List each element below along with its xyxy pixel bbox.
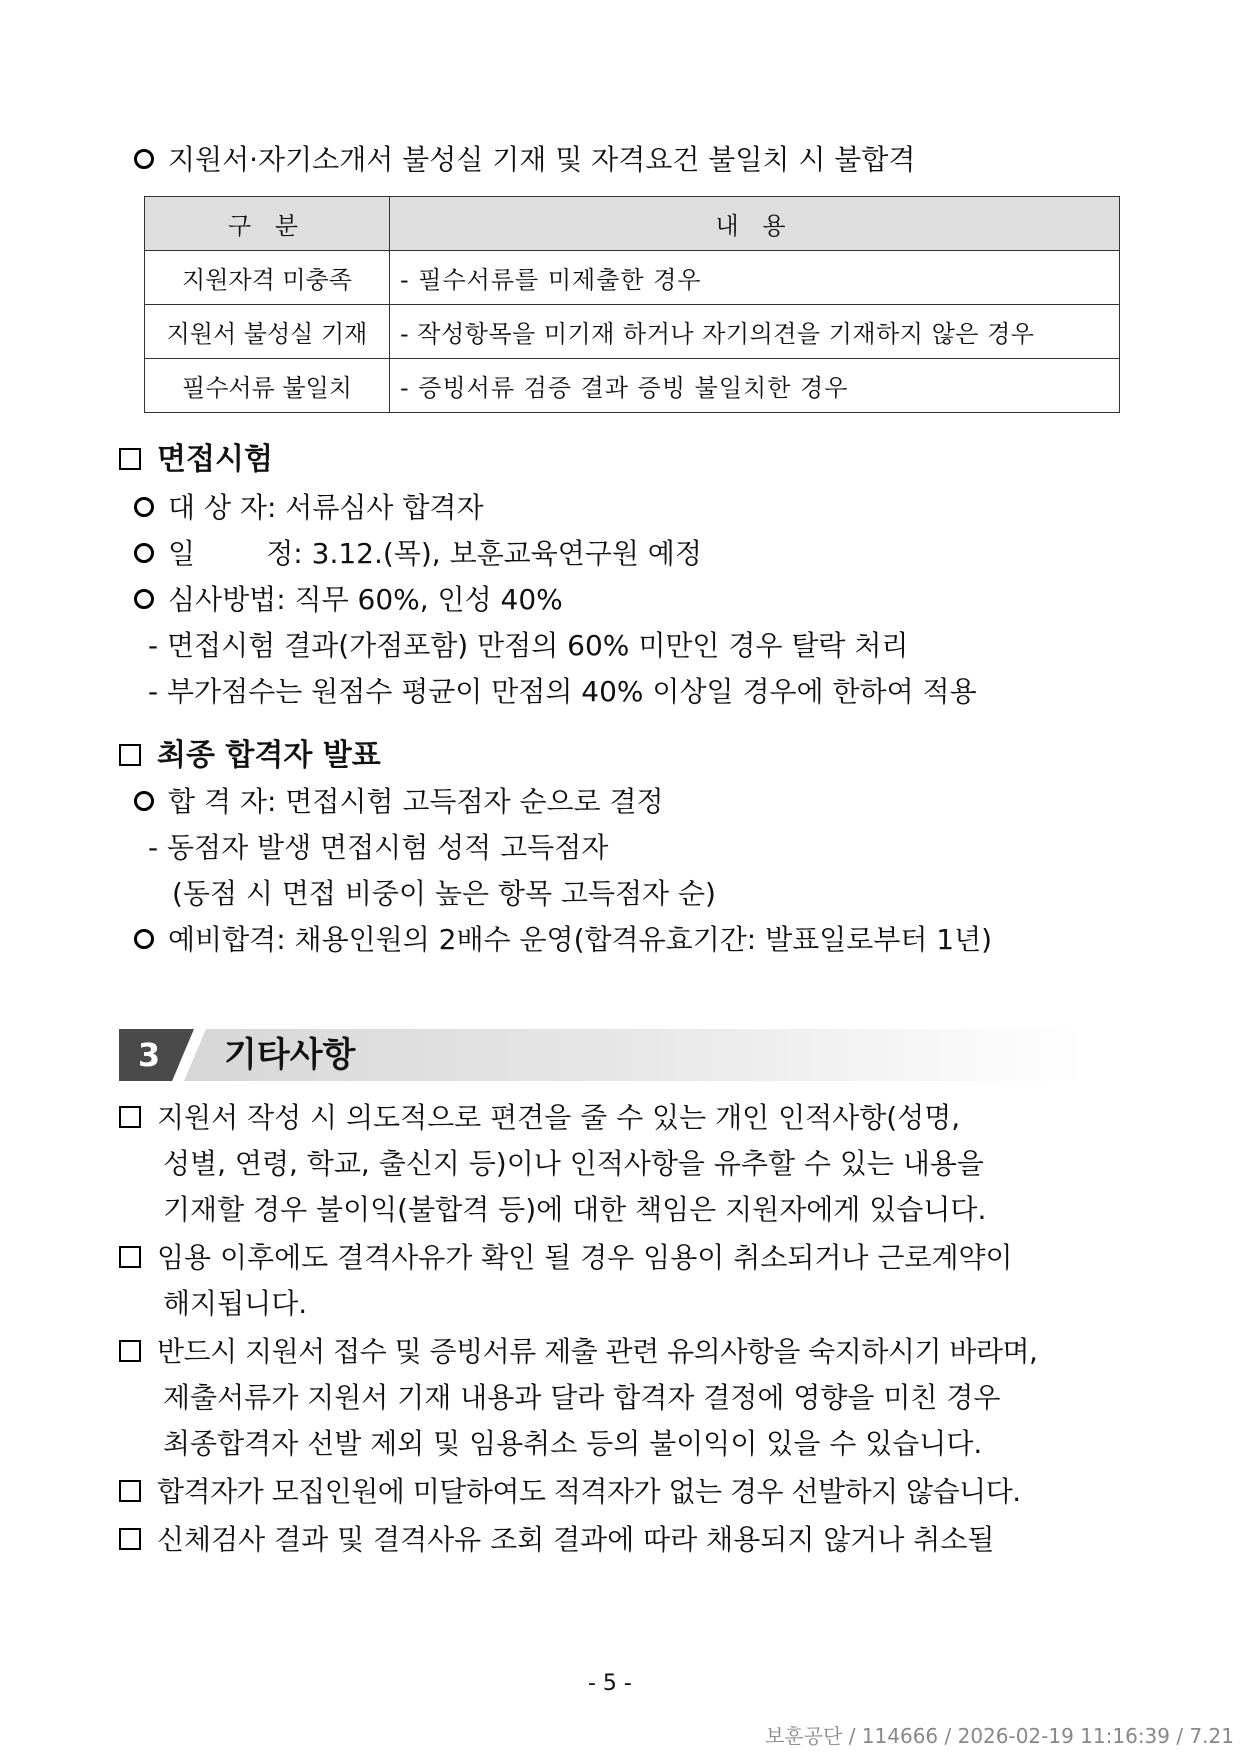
note-item <box>119 1334 1037 1370</box>
square-bullet-icon <box>119 1528 141 1550</box>
table-row <box>145 305 1120 359</box>
final-reserve-text: 예비합격: 채용인원의 2배수 운영(합격유효기간: 발표일로부터 1년) <box>168 923 993 956</box>
square-bullet-icon <box>119 1246 141 1268</box>
section-number: 3 <box>119 1029 179 1081</box>
note-item <box>119 1522 994 1558</box>
square-bullet-icon <box>119 1106 141 1128</box>
note-line: 신체검사 결과 및 결격사유 조회 결과에 따라 채용되지 않거나 취소될 <box>157 1523 995 1556</box>
section-title: 기타사항 <box>224 1035 356 1075</box>
circle-bullet-icon <box>134 929 154 949</box>
circle-bullet-icon <box>134 589 154 609</box>
table-cell-content: - 증빙서류 검증 결과 증빙 불일치한 경우 <box>390 359 1120 413</box>
note-line: 합격자가 모집인원에 미달하여도 적격자가 없는 경우 선발하지 않습니다. <box>157 1475 1021 1508</box>
square-bullet-icon <box>119 1340 141 1362</box>
table-header-category: 구 분 <box>145 197 390 251</box>
final-tie-note: (동점 시 면접 비중이 높은 항목 고득점자 순) <box>172 877 716 910</box>
interview-sub2: - 부가점수는 원점수 평균이 만점의 40% 이상일 경우에 한하여 적용 <box>148 675 977 708</box>
interview-target <box>134 490 484 526</box>
square-bullet-icon <box>119 744 141 766</box>
table-row <box>145 359 1120 413</box>
intro-bullet <box>134 142 915 178</box>
square-bullet-icon <box>119 448 141 470</box>
table-cell-category: 필수서류 불일치 <box>145 359 390 413</box>
disqualification-table <box>144 196 1120 413</box>
table-cell-content: - 필수서류를 미제출한 경우 <box>390 251 1120 305</box>
table-cell-category: 지원서 불성실 기재 <box>145 305 390 359</box>
interview-sub1: - 면접시험 결과(가점포함) 만점의 60% 미만인 경우 탈락 처리 <box>148 629 909 662</box>
note-line: 최종합격자 선발 제외 및 임용취소 등의 불이익이 있을 수 있습니다. <box>163 1427 983 1460</box>
note-line: 해지됩니다. <box>163 1287 308 1320</box>
table-header-content: 내 용 <box>390 197 1120 251</box>
note-line: 지원서 작성 시 의도적으로 편견을 줄 수 있는 개인 인적사항(성명, <box>157 1101 961 1134</box>
interview-date-text: 일 정: 3.12.(목), 보훈교육연구원 예정 <box>168 537 702 570</box>
circle-bullet-icon <box>134 543 154 563</box>
section-slash-icon <box>172 1029 206 1081</box>
interview-date <box>134 536 702 572</box>
final-tie: - 동점자 발생 면접시험 성적 고득점자 <box>148 831 609 864</box>
table-cell-content: - 작성항목을 미기재 하거나 자기의견을 기재하지 않은 경우 <box>390 305 1120 359</box>
table-cell-category: 지원자격 미충족 <box>145 251 390 305</box>
document-meta: 보훈공단 / 114666 / 2026-02-19 11:16:39 / 7.21 <box>765 1724 1234 1748</box>
interview-heading-text: 면접시험 <box>157 442 273 477</box>
note-item <box>119 1100 960 1136</box>
circle-bullet-icon <box>134 497 154 517</box>
final-heading-text: 최종 합격자 발표 <box>157 738 381 773</box>
note-item <box>119 1474 1021 1510</box>
note-line: 제출서류가 지원서 기재 내용과 달라 합격자 결정에 영향을 미친 경우 <box>163 1381 1001 1414</box>
interview-method-text: 심사방법: 직무 60%, 인성 40% <box>168 583 563 616</box>
note-line: 임용 이후에도 결격사유가 확인 될 경우 임용이 취소되거나 근로계약이 <box>157 1241 1013 1274</box>
final-passer-text: 합 격 자: 면접시험 고득점자 순으로 결정 <box>168 785 664 818</box>
interview-method <box>134 582 563 618</box>
square-bullet-icon <box>119 1480 141 1502</box>
interview-heading <box>119 441 273 479</box>
note-item <box>119 1240 1013 1276</box>
circle-bullet-icon <box>134 149 154 169</box>
interview-target-text: 대 상 자: 서류심사 합격자 <box>168 491 484 524</box>
table-header-row <box>145 197 1120 251</box>
note-line: 기재할 경우 불이익(불합격 등)에 대한 책임은 지원자에게 있습니다. <box>163 1193 987 1226</box>
final-heading <box>119 737 381 775</box>
final-reserve <box>134 922 992 958</box>
note-line: 반드시 지원서 접수 및 증빙서류 제출 관련 유의사항을 숙지하시기 바라며, <box>157 1335 1038 1368</box>
note-line: 성별, 연령, 학교, 출신지 등)이나 인적사항을 유추할 수 있는 내용을 <box>163 1147 984 1180</box>
table-row <box>145 251 1120 305</box>
intro-bullet-text: 지원서·자기소개서 불성실 기재 및 자격요건 불일치 시 불합격 <box>168 143 916 176</box>
circle-bullet-icon <box>134 791 154 811</box>
page-number: - 5 - <box>588 1671 632 1696</box>
final-passer <box>134 784 664 820</box>
